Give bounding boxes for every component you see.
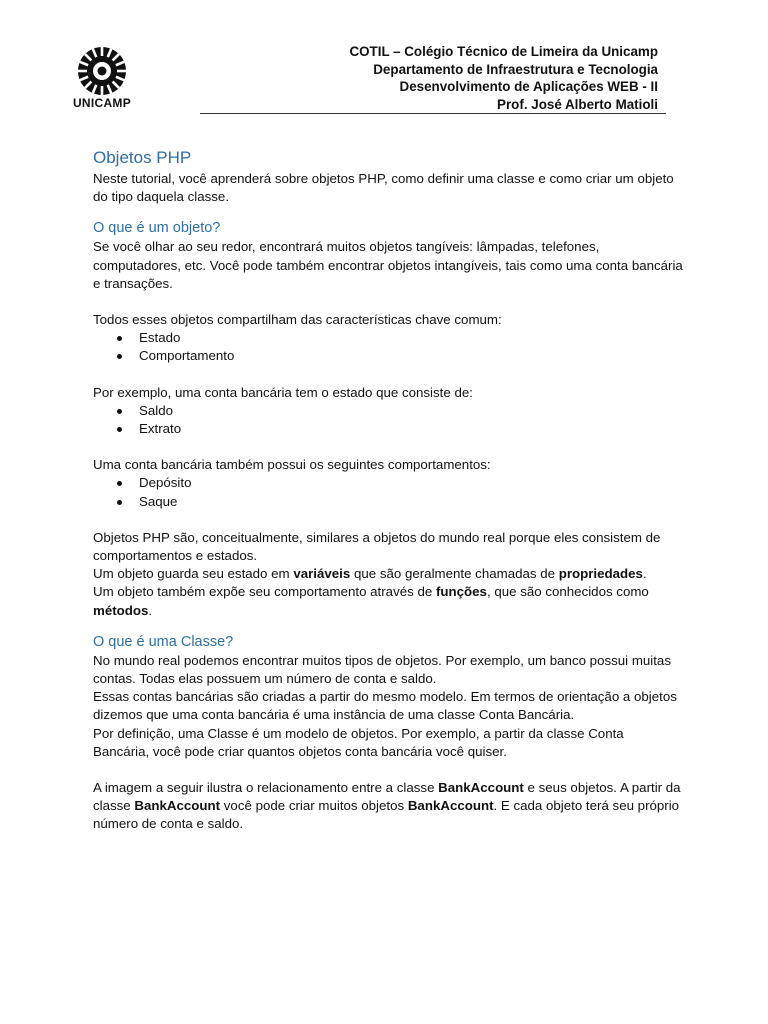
bold-term: BankAccount	[134, 798, 221, 814]
paragraph: No mundo real podemos encontrar muitos tipos de objetos. Por exemplo, um banco possui muitas contas. Todas elas possuem um número de conta e saldo.	[93, 652, 671, 687]
list-item: Saque	[139, 493, 683, 511]
document-header	[60, 38, 666, 116]
spacer	[93, 511, 683, 529]
paragraph: Por exemplo, uma conta bancária tem o estado que consiste de:	[93, 384, 473, 400]
spacer	[93, 438, 683, 456]
list-item: Saldo	[139, 402, 683, 420]
paragraph-methods: Um objeto também expõe seu comportamento através de funções, que são conhecidos como métodos.	[93, 584, 649, 618]
bold-term: BankAccount	[407, 798, 494, 814]
paragraph: Se você olhar ao seu redor, encontrará muitos objetos tangíveis: lâmpadas, telefones, computadores, etc. Você pode também encontrar objetos intangíveis, tais como uma conta bancária e transações.	[93, 239, 683, 291]
spacer	[93, 293, 683, 311]
list-item: Depósito	[139, 474, 683, 492]
bold-term: propriedades	[558, 566, 643, 582]
bold-term: BankAccount	[438, 780, 524, 796]
header-line-professor: Prof. José Alberto Matioli	[497, 96, 658, 112]
section-heading-object: O que é um objeto?	[93, 220, 221, 237]
header-line-course: Desenvolvimento de Aplicações WEB - II	[399, 79, 658, 95]
section-heading-class: O que é uma Classe?	[93, 633, 234, 650]
bold-term: métodos	[93, 602, 149, 618]
page-title: Objetos PHP	[93, 148, 192, 167]
bold-term: funções	[435, 584, 487, 600]
list-item: Comportamento	[139, 347, 683, 365]
state-list	[93, 402, 683, 438]
behavior-list	[93, 474, 683, 510]
header-line-institution: COTIL – Colégio Técnico de Limeira da Unicamp	[349, 44, 658, 59]
header-divider	[200, 113, 666, 114]
paragraph: Todos esses objetos compartilham das características chave comum:	[93, 312, 502, 328]
paragraph: Uma conta bancária também possui os seguintes comportamentos:	[93, 457, 491, 473]
bold-term: variáveis	[293, 566, 351, 582]
document-body	[93, 146, 683, 834]
logo-text: UNICAMP	[72, 96, 132, 110]
intro-paragraph: Neste tutorial, você aprenderá sobre objetos PHP, como definir uma classe e como criar um objeto do tipo daquela classe.	[93, 171, 674, 205]
paragraph-properties: Um objeto guarda seu estado em variáveis que são geralmente chamadas de propriedades.	[93, 566, 647, 582]
institution-info	[349, 43, 658, 113]
paragraph: Objetos PHP são, conceitualmente, similares a objetos do mundo real porque eles consistem de comportamentos e estados.	[93, 529, 661, 564]
paragraph: Essas contas bancárias são criadas a partir do mesmo modelo. Em termos de orientação a objetos dizemos que uma conta bancária é uma instância de uma classe Conta Bancária.	[93, 689, 677, 723]
paragraph: Por definição, uma Classe é um modelo de objetos. Por exemplo, a partir da classe Conta Bancária, você pode criar quantos objetos conta bancária você quiser.	[93, 725, 624, 759]
characteristics-list	[93, 329, 683, 365]
spacer	[93, 761, 683, 779]
spacer	[93, 366, 683, 384]
list-item: Estado	[139, 329, 683, 347]
paragraph-bankaccount: A imagem a seguir ilustra o relacionamento entre a classe BankAccount e seus objetos. A partir da classe BankAccount você pode criar muitos objetos BankAccount. E cada objeto terá seu próprio número de conta e saldo.	[93, 780, 681, 832]
list-item: Extrato	[139, 420, 683, 438]
header-line-department: Departamento de Infraestrutura e Tecnologia	[373, 61, 658, 77]
